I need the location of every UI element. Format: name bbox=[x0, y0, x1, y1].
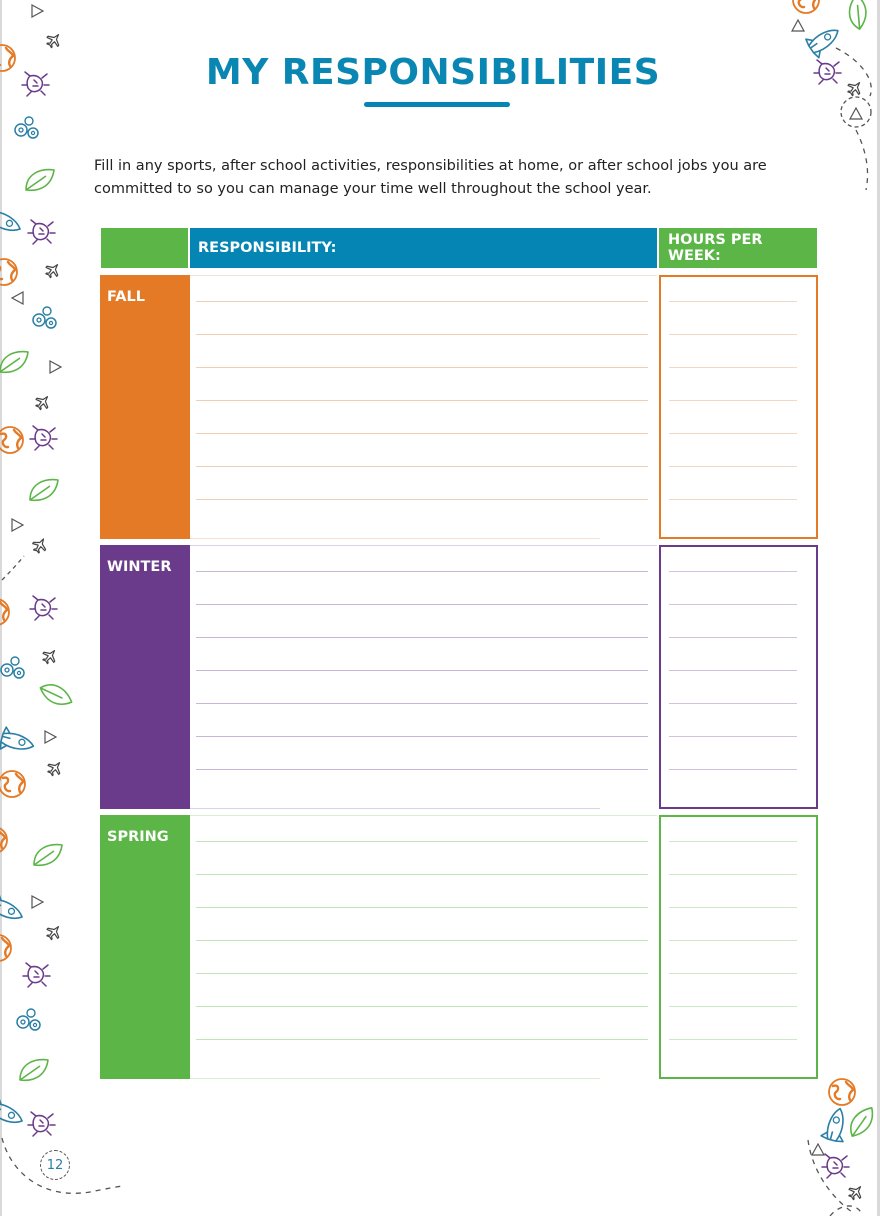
write-line[interactable] bbox=[196, 400, 648, 401]
write-line[interactable] bbox=[196, 433, 648, 434]
hours-write-line[interactable] bbox=[669, 769, 797, 770]
hours-write-line[interactable] bbox=[669, 940, 797, 941]
hours-lines[interactable] bbox=[669, 841, 797, 1072]
page-edge-left bbox=[0, 0, 2, 1216]
title-underline bbox=[364, 102, 510, 107]
season-winter bbox=[100, 545, 818, 809]
season-label: WINTER bbox=[107, 559, 172, 575]
page-title: MY RESPONSIBILITIES bbox=[205, 52, 661, 93]
season-top-border bbox=[190, 815, 657, 816]
write-line[interactable] bbox=[196, 466, 648, 467]
write-line[interactable] bbox=[196, 841, 648, 842]
hours-write-line[interactable] bbox=[669, 604, 797, 605]
season-bottom-border bbox=[190, 1078, 600, 1079]
season-tab bbox=[100, 815, 190, 1079]
write-line[interactable] bbox=[196, 874, 648, 875]
season-fall bbox=[100, 275, 818, 539]
write-line[interactable] bbox=[196, 940, 648, 941]
season-label: SPRING bbox=[107, 829, 169, 845]
responsibility-lines[interactable] bbox=[196, 301, 648, 532]
hours-write-line[interactable] bbox=[669, 367, 797, 368]
responsibility-lines[interactable] bbox=[196, 841, 648, 1072]
season-top-border bbox=[190, 275, 657, 276]
page-number: 12 bbox=[40, 1150, 70, 1180]
hours-write-line[interactable] bbox=[669, 499, 797, 500]
instructions-text: Fill in any sports, after school activities, responsibilities at home, or after school jobs you are committed to so you can manage your time well throughout the school year. bbox=[94, 158, 767, 197]
write-line[interactable] bbox=[196, 736, 648, 737]
season-bottom-border bbox=[190, 538, 600, 539]
hours-write-line[interactable] bbox=[669, 637, 797, 638]
write-line[interactable] bbox=[196, 703, 648, 704]
write-line[interactable] bbox=[196, 1039, 648, 1040]
write-line[interactable] bbox=[196, 571, 648, 572]
write-line[interactable] bbox=[196, 604, 648, 605]
write-line[interactable] bbox=[196, 334, 648, 335]
header-corner-cell bbox=[101, 228, 188, 268]
season-spring bbox=[100, 815, 818, 1079]
write-line[interactable] bbox=[196, 907, 648, 908]
hours-write-line[interactable] bbox=[669, 907, 797, 908]
season-top-border bbox=[190, 545, 657, 546]
write-line[interactable] bbox=[196, 1006, 648, 1007]
season-label: FALL bbox=[107, 289, 145, 305]
hours-lines[interactable] bbox=[669, 301, 797, 532]
hours-box[interactable] bbox=[659, 545, 818, 809]
hours-write-line[interactable] bbox=[669, 736, 797, 737]
hours-write-line[interactable] bbox=[669, 670, 797, 671]
write-line[interactable] bbox=[196, 367, 648, 368]
write-line[interactable] bbox=[196, 301, 648, 302]
responsibility-lines[interactable] bbox=[196, 571, 648, 802]
hours-lines[interactable] bbox=[669, 571, 797, 802]
hours-write-line[interactable] bbox=[669, 466, 797, 467]
season-tab bbox=[100, 275, 190, 539]
hours-write-line[interactable] bbox=[669, 400, 797, 401]
hours-write-line[interactable] bbox=[669, 571, 797, 572]
write-line[interactable] bbox=[196, 769, 648, 770]
hours-write-line[interactable] bbox=[669, 874, 797, 875]
hours-write-line[interactable] bbox=[669, 301, 797, 302]
hours-write-line[interactable] bbox=[669, 1006, 797, 1007]
hours-write-line[interactable] bbox=[669, 1039, 797, 1040]
write-line[interactable] bbox=[196, 637, 648, 638]
season-bottom-border bbox=[190, 808, 600, 809]
hours-write-line[interactable] bbox=[669, 433, 797, 434]
write-line[interactable] bbox=[196, 670, 648, 671]
hours-write-line[interactable] bbox=[669, 334, 797, 335]
responsibility-header: RESPONSIBILITY: bbox=[190, 228, 657, 268]
season-tab bbox=[100, 545, 190, 809]
hours-write-line[interactable] bbox=[669, 841, 797, 842]
write-line[interactable] bbox=[196, 499, 648, 500]
hours-box[interactable] bbox=[659, 275, 818, 539]
hours-write-line[interactable] bbox=[669, 703, 797, 704]
hours-header: HOURS PER WEEK: bbox=[659, 228, 817, 268]
hours-box[interactable] bbox=[659, 815, 818, 1079]
hours-write-line[interactable] bbox=[669, 973, 797, 974]
write-line[interactable] bbox=[196, 973, 648, 974]
